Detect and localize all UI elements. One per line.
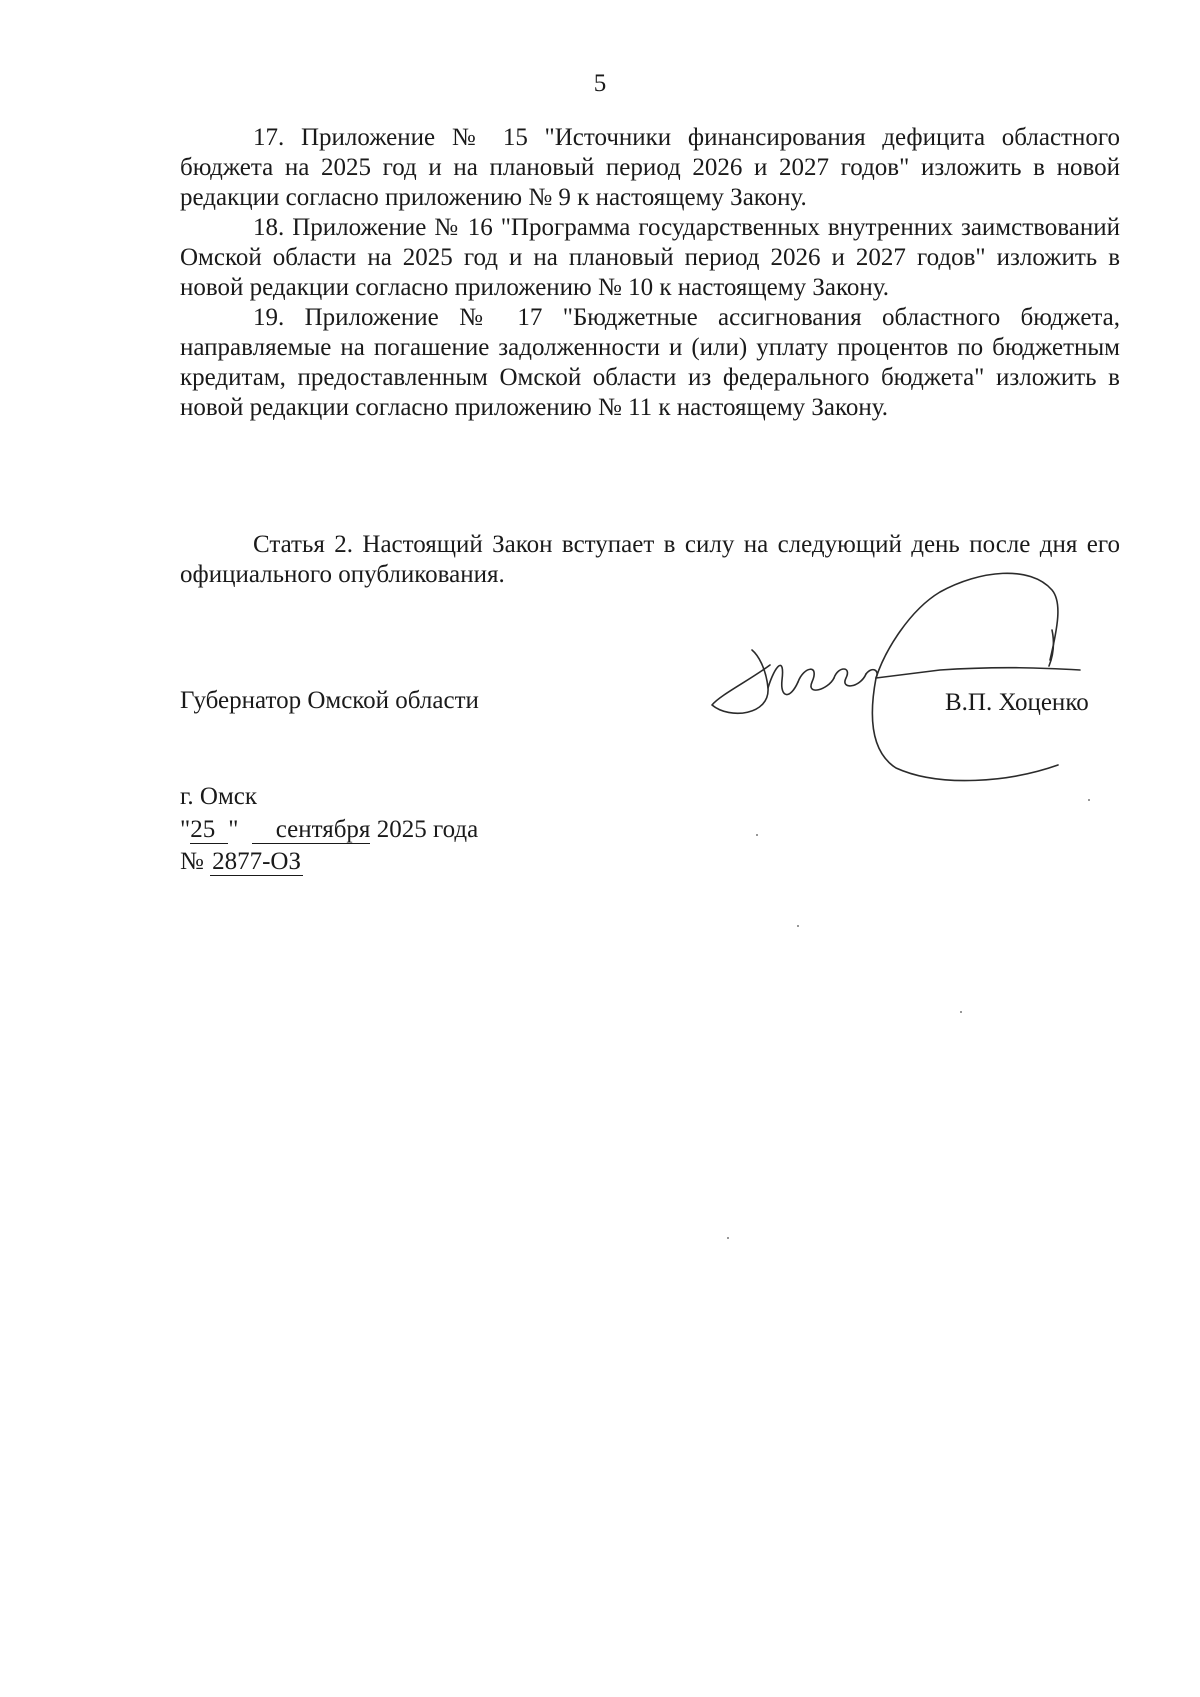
- signatory-title: Губернатор Омской области: [180, 687, 479, 714]
- date-year: 2025 года: [376, 816, 479, 843]
- page-number: 5: [593, 70, 607, 97]
- law-number-value: 2877-ОЗ: [212, 848, 302, 875]
- amendment-list: [180, 123, 1120, 423]
- law-number-prefix: №: [180, 848, 204, 875]
- scan-speck: [1088, 799, 1090, 801]
- scan-speck: [960, 1011, 962, 1013]
- date-close-quote: ": [228, 816, 239, 843]
- law-number: [180, 847, 303, 877]
- scan-speck: [727, 1237, 729, 1239]
- handwritten-signature: [700, 570, 1090, 800]
- scan-speck: [756, 834, 758, 836]
- date-day: 25: [190, 817, 228, 844]
- amendment-paragraph-19: 19. Приложение № 17 "Бюджетные ассигнования областного бюджета, направляемые на погашение задолженности и (или) уплату процентов по бюджетным кредитам, предоставленным Омской области из федерального бюджета" изложить в новой редакции согласно приложению № 11 к настоящему Закону.: [180, 304, 1120, 421]
- signing-date: [180, 815, 478, 845]
- date-open-quote: ": [180, 816, 191, 843]
- signatory-name: В.П. Хоценко: [945, 689, 1089, 716]
- date-month: сентября: [252, 817, 370, 844]
- amendment-paragraph-17: 17. Приложение № 15 "Источники финансирования дефицита областного бюджета на 2025 год и на плановый период 2026 и 2027 годов" изложить в новой редакции согласно приложению № 9 к настоящему Закону.: [180, 124, 1120, 211]
- scan-speck: [797, 925, 799, 927]
- amendment-paragraph-18: 18. Приложение № 16 "Программа государственных внутренних заимствований Омской области на 2025 год и на плановый период 2026 и 2027 годов" изложить в новой редакции согласно приложению № 10 к настоящему Закону.: [180, 214, 1120, 301]
- article-2-text: Статья 2. Настоящий Закон вступает в силу на следующий день после дня его официального опубликования.: [180, 531, 1120, 588]
- signing-place: г. Омск: [180, 783, 258, 810]
